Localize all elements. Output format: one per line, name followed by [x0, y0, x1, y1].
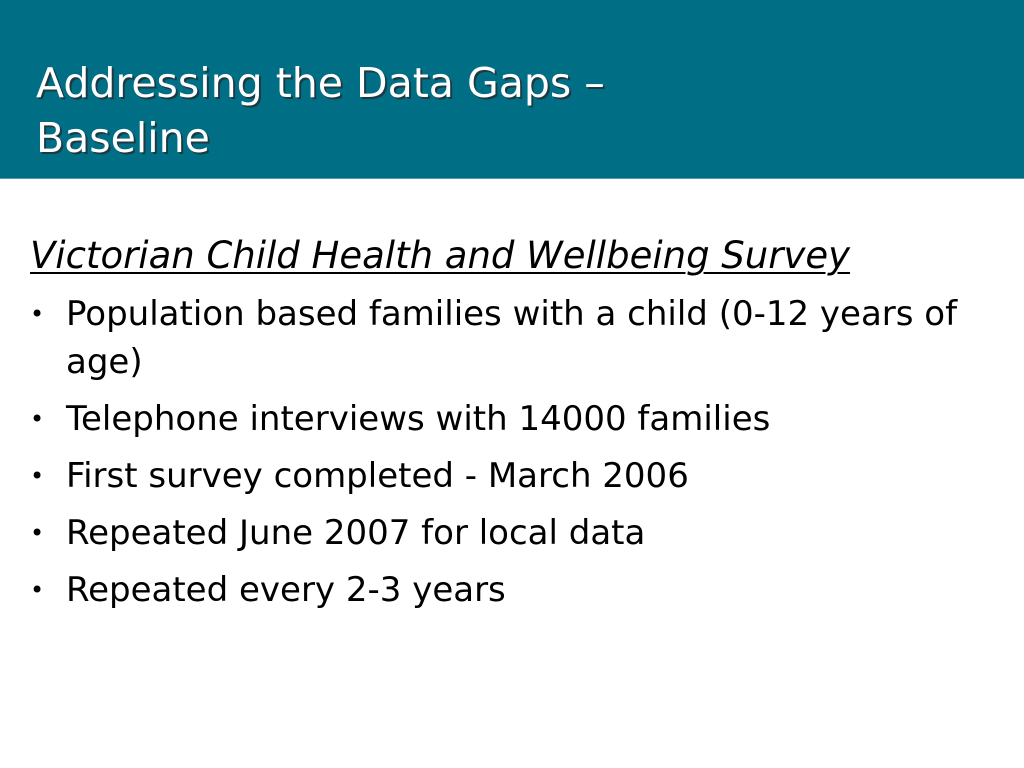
- bullet-text: Population based families with a child (0-12 years of age): [66, 294, 958, 382]
- bullet-item: [30, 509, 990, 557]
- survey-heading-text: Victorian Child Health and Wellbeing Survey: [30, 234, 851, 277]
- slide-title-line-2: Baseline: [36, 114, 210, 162]
- bullet-item: [30, 290, 990, 386]
- slide-title-line-1: Addressing the Data Gaps –: [36, 59, 605, 107]
- bullet-icon: •: [30, 462, 45, 490]
- bullet-icon: •: [30, 576, 45, 604]
- bullet-text: Telephone interviews with 14000 families: [66, 399, 771, 439]
- slide-title: [36, 56, 796, 166]
- bullet-list: [30, 290, 990, 614]
- bullet-text: Repeated June 2007 for local data: [66, 513, 646, 553]
- bullet-item: [30, 566, 990, 614]
- bullet-item: [30, 395, 990, 443]
- bullet-item: [30, 452, 990, 500]
- bullet-icon: •: [30, 519, 45, 547]
- title-bar: [0, 0, 1024, 179]
- bullet-icon: •: [30, 300, 45, 328]
- bullet-text: Repeated every 2-3 years: [66, 570, 506, 610]
- bullet-text: First survey completed - March 2006: [66, 456, 689, 496]
- bullet-icon: •: [30, 405, 45, 433]
- slide-body: [30, 227, 990, 623]
- survey-heading: [30, 227, 990, 284]
